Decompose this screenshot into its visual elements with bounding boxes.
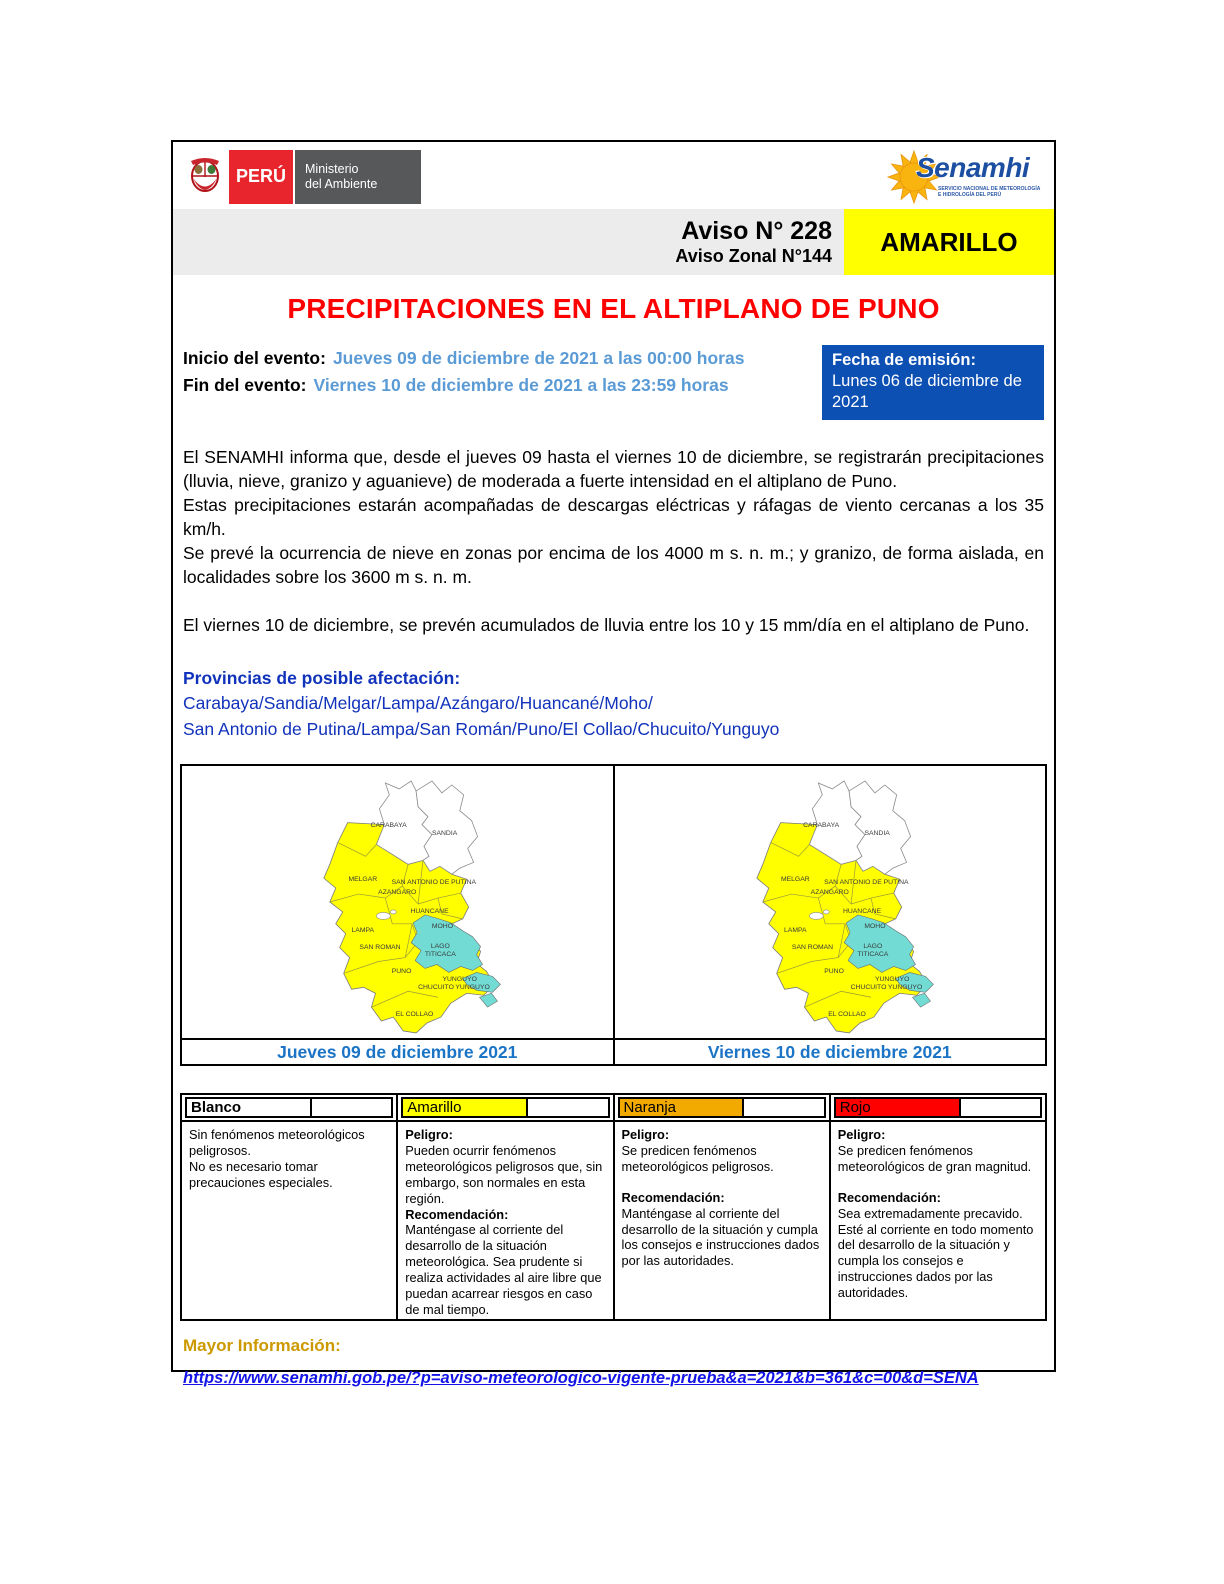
provinces-section [173,666,1054,742]
map-region-label: YUNGUYO [874,975,910,983]
legend-rojo-peligro: Se predicen fenómenos meteorológicos de gran magnitud. [837,1143,1032,1174]
map-region-label: CARABAYA [370,822,407,830]
legend-rojo-peligro-label: Peligro: [837,1127,886,1143]
senamhi-logo [886,146,1044,208]
legend-col-naranja [613,1095,829,1319]
map-day1-caption: Jueves 09 de diciembre 2021 [182,1038,613,1064]
map-day1-cell [182,766,615,1064]
legend-body-naranja [615,1122,829,1319]
map-region-label: SAN ROMAN [791,944,834,952]
senamhi-subtitle [938,186,1040,199]
provinces-line2: San Antonio de Putina/Lampa/San Román/Puno/El Collao/Chucuito/Yunguyo [183,718,780,739]
legend-body-rojo [831,1122,1045,1319]
legend-body-blanco [182,1122,396,1319]
body-paragraph-2: Estas precipitaciones estarán acompañadas de descargas eléctricas y ráfagas de viento cercanas a los 35 km/h. [183,495,1044,540]
peru-government-logo [181,150,421,204]
legend-naranja-peligro: Se predicen fenómenos meteorológicos peligrosos. [621,1143,774,1174]
map-region-label: SAN ANTONIO DE PUTINA [824,879,909,887]
map-region-label: EL COLLAO [395,1011,434,1019]
legend-naranja-peligro-label: Peligro: [621,1127,670,1143]
map-region-label: EL COLLAO [828,1011,866,1019]
map-day2-cell [615,766,1046,1064]
document-header [173,142,1054,209]
advisory-body [173,446,1054,638]
event-end-row [183,372,744,399]
aviso-number: Aviso N° 228 [681,217,832,246]
legend-blanco-line1: Sin fenómenos meteorológicos peligrosos. [189,1127,365,1159]
alert-level-badge [844,209,1054,275]
senamhi-wordmark: Senamhi [916,151,1030,183]
legend-name-naranja: Naranja [618,1097,745,1118]
alert-level-legend [180,1093,1047,1321]
peru-label: PERÚ [235,166,286,186]
map-region-label: MOHO [864,922,886,930]
map-day1-labels [182,766,613,1038]
legend-body-amarillo [398,1122,612,1322]
legend-name-rojo: Rojo [834,1097,961,1118]
map-day1 [182,766,613,1038]
legend-amarillo-peligro-label: Peligro: [405,1127,453,1143]
advisory-title: PRECIPITACIONES EN EL ALTIPLANO DE PUNO [287,293,940,324]
senamhi-subtitle-line2: E HIDROLOGÍA DEL PERÚ [938,192,1002,198]
map-region-label: YUNGUYO [442,975,477,983]
forecast-maps-table [180,764,1047,1066]
map-day2-labels [615,766,1046,1038]
map-region-label: AZANGARO [378,888,417,896]
legend-rojo-recomendacion-label: Recomendación: [837,1189,941,1205]
legend-name-amarillo: Amarillo [401,1097,528,1118]
body-paragraph-3: Se prevé la ocurrencia de nieve en zonas por encima de los 4000 m s. n. m.; y granizo, de forma aislada, en localidades sobre los 3600 m s. n. m. [183,543,1044,588]
event-dates [183,345,744,399]
map-region-label: AZANGARO [810,888,849,896]
map-region-label: HUANCANE [410,907,449,915]
legend-col-rojo [829,1095,1045,1319]
map-region-label: LAGO TITICACA [857,943,889,959]
legend-amarillo-peligro: Pueden ocurrir fenómenos meteorológicos peligrosos que, sin embargo, son normales en esta región. [405,1143,603,1206]
peru-coat-of-arms-icon [181,150,229,204]
alert-level-label: AMARILLO [880,226,1018,257]
legend-blanco-line2: No es necesario tomar precauciones especiales. [189,1158,333,1190]
advisory-url-link[interactable]: https://www.senamhi.gob.pe/?p=aviso-meteorologico-vigente-prueba&a=2021&b=361&c=00&d=SENA [183,1369,979,1388]
map-region-label: MELGAR [348,876,378,884]
emission-date-label: Fecha de emisión: [832,351,976,369]
map-region-label: YUNGUYO [455,984,490,991]
legend-header-amarillo [398,1095,612,1122]
aviso-number-block [173,209,844,275]
legend-col-blanco [182,1095,396,1319]
peru-wordmark [229,150,293,204]
legend-swatch-naranja [744,1097,825,1118]
map-region-label: MOHO [431,922,454,930]
map-region-label: HUANCANE [842,907,882,915]
ministry-wordmark [295,150,421,204]
event-end-value: Viernes 10 de diciembre de 2021 a las 23:59 horas [313,375,729,396]
event-dates-section [173,345,1054,420]
map-region-label: PUNO [824,967,844,975]
legend-naranja-recomendacion: Manténgase al corriente del desarrollo de la situación y cumpla los consejos e instrucciones dados por las autoridades. [621,1205,820,1269]
event-end-label: Fin del evento: [183,375,307,396]
map-region-label: SAN ROMAN [359,944,401,952]
legend-header-naranja [615,1095,829,1122]
legend-amarillo-recomendacion-label: Recomendación: [405,1206,509,1222]
map-region-label: YUNGUYO [887,984,923,991]
legend-header-blanco [182,1095,396,1122]
legend-name-blanco: Blanco [185,1097,312,1118]
provinces-heading: Provincias de posible afectación: [183,668,461,689]
map-region-label: SANDIA [431,830,458,838]
legend-swatch-amarillo [528,1097,609,1118]
event-start-row [183,345,744,372]
senamhi-subtitle-line1: SERVICIO NACIONAL DE METEOROLOGÍA [938,185,1041,192]
legend-naranja-recomendacion-label: Recomendación: [621,1189,725,1205]
more-info-heading: Mayor Información: [183,1336,341,1356]
emission-date-box [822,345,1044,420]
event-start-value: Jueves 09 de diciembre de 2021 a las 00:00 horas [332,348,745,368]
map-region-label: CARABAYA [803,822,840,830]
map-day2 [615,766,1046,1038]
map-region-label: LAMPA [351,926,375,934]
map-region-label: SAN ANTONIO DE PUTINA [391,879,477,887]
map-region-label: CHUCUITO [850,984,887,991]
map-region-label: LAMPA [784,926,807,934]
map-region-label: LAGO TITICACA [424,943,456,959]
legend-rojo-recomendacion: Sea extremadamente precavido. Esté al corriente en todo momento del desarrollo de la situación y cumpla los consejos e instrucciones dados por las autoridades. [837,1205,1034,1300]
body-paragraph-1: El SENAMHI informa que, desde el jueves 09 hasta el viernes 10 de diciembre, se registrarán precipitaciones (lluvia, nieve, granizo y aguanieve) de moderada a fuerte intensidad en el altiplano de Puno. [183,447,1044,492]
legend-col-amarillo [396,1095,612,1319]
advisory-document [171,140,1056,1388]
event-start-label: Inicio del evento: [183,348,326,368]
map-region-label: MELGAR [780,876,810,884]
more-info-link-line [183,1369,1044,1388]
aviso-bar [173,209,1054,275]
provinces-line1: Carabaya/Sandia/Melgar/Lampa/Azángaro/Huancané/Moho/ [183,693,653,714]
legend-swatch-blanco [312,1097,393,1118]
body-paragraph-4: El viernes 10 de diciembre, se prevén acumulados de lluvia entre los 10 y 15 mm/día en el altiplano de Puno. [183,615,1030,636]
legend-header-rojo [831,1095,1045,1122]
legend-amarillo-recomendacion: Manténgase al corriente del desarrollo de la situación meteorológica. Sea prudente si realiza actividades al aire libre que puedan acarrear riesgos en caso de mal tiempo. [405,1222,602,1317]
emission-date-value: Lunes 06 de diciembre de 2021 [832,372,1022,412]
map-day2-caption: Viernes 10 de diciembre 2021 [615,1038,1046,1064]
legend-swatch-rojo [961,1097,1042,1118]
map-region-label: CHUCUITO [418,984,454,991]
map-region-label: PUNO [391,967,412,975]
map-region-label: SANDIA [864,830,890,838]
aviso-zonal-number: Aviso Zonal N°144 [675,246,832,267]
ministry-line1: Ministerio [305,161,359,176]
ministry-line2: del Ambiente [305,176,378,191]
